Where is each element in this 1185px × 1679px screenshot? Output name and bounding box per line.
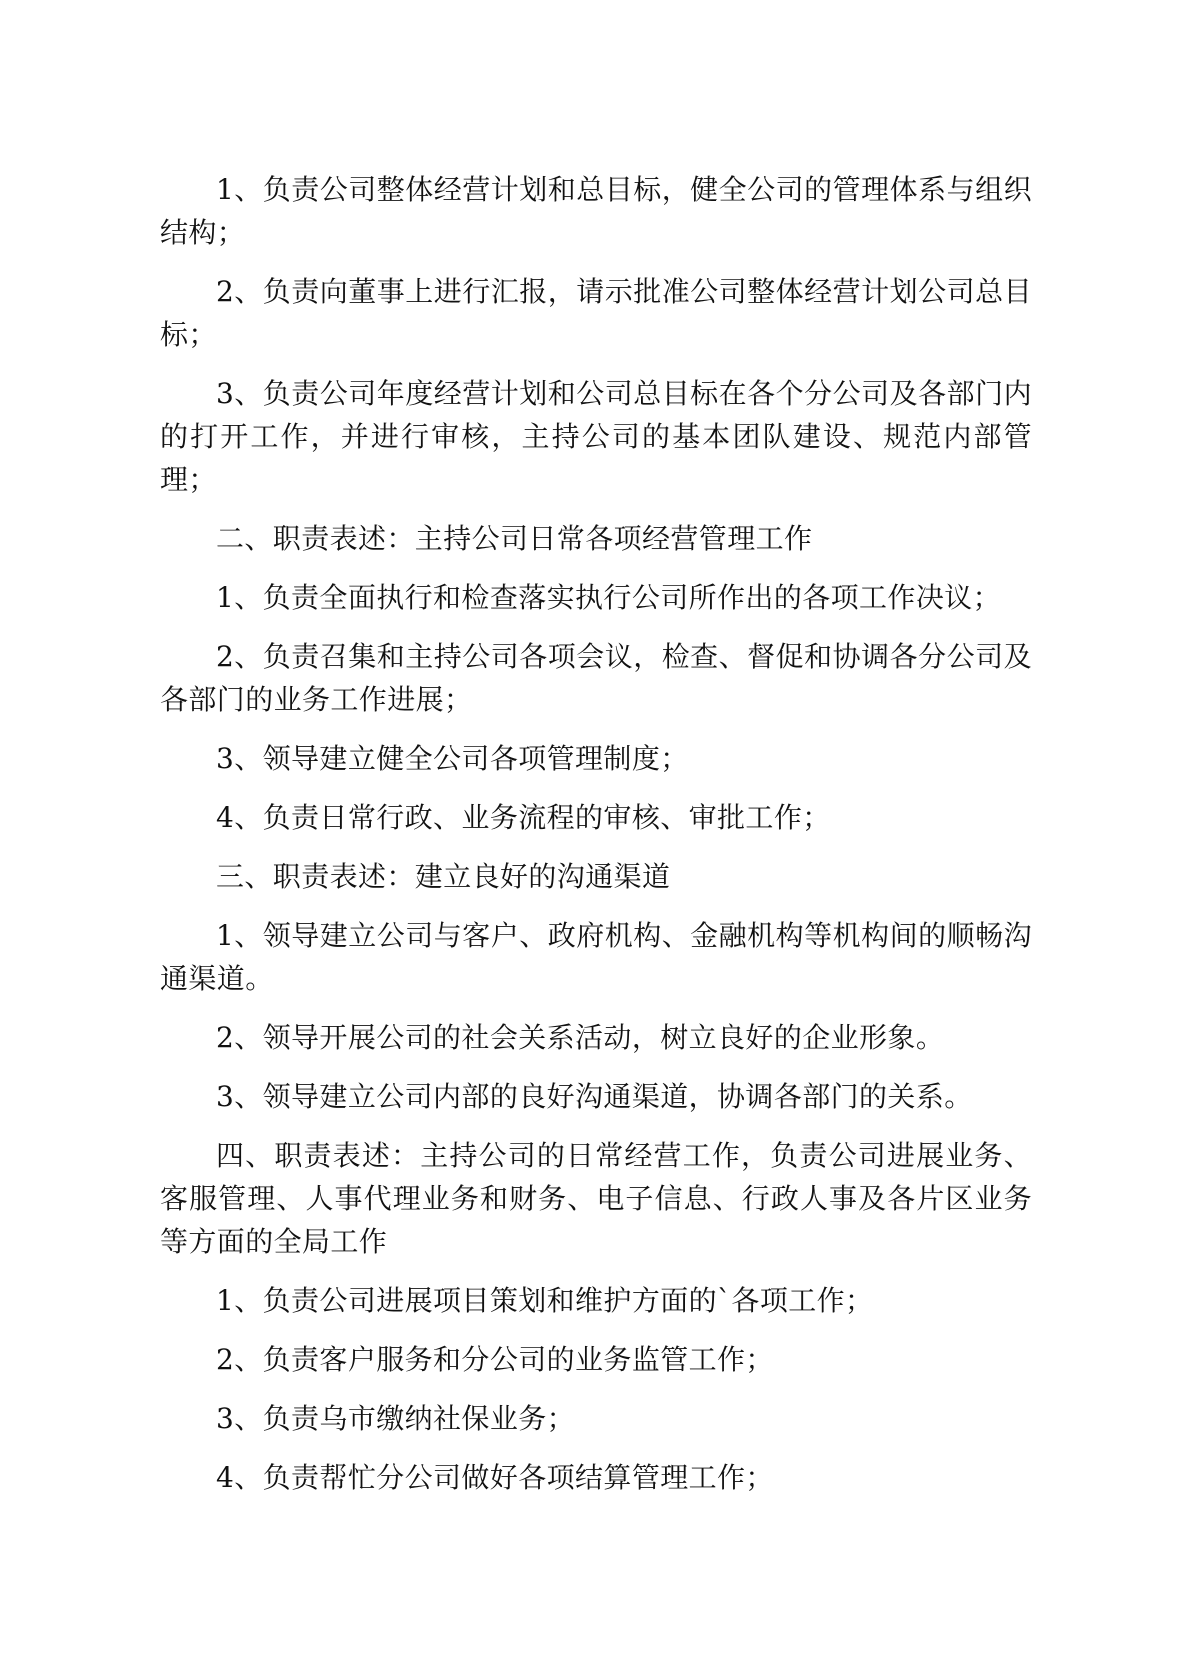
paragraph-duty-2-1: 1、负责全面执行和检查落实执行公司所作出的各项工作决议；	[216, 581, 1002, 614]
paragraph-duty-2-3: 3、领导建立健全公司各项管理制度；	[216, 742, 689, 775]
paragraph-duty-2-4: 4、负责日常行政、业务流程的审核、审批工作；	[216, 801, 831, 834]
paragraph-duty-3-2: 2、领导开展公司的社会关系活动，树立良好的企业形象。	[216, 1021, 945, 1054]
paragraph-duty-4-1: 1、负责公司进展项目策划和维护方面的`各项工作；	[216, 1284, 874, 1317]
document-body	[160, 168, 1032, 1515]
paragraph-duty-1-2: 2、负责向董事上进行汇报，请示批准公司整体经营计划公司总目标；	[160, 275, 1032, 351]
section-heading-2: 二、职责表述：主持公司日常各项经营管理工作	[216, 522, 813, 555]
paragraph-duty-3-1: 1、领导建立公司与客户、政府机构、金融机构等机构间的顺畅沟通渠道。	[160, 919, 1032, 995]
paragraph-duty-3-3: 3、领导建立公司内部的良好沟通渠道，协调各部门的关系。	[216, 1080, 973, 1113]
paragraph-duty-4-3: 3、负责乌市缴纳社保业务；	[216, 1402, 576, 1435]
paragraph-duty-1-1: 1、负责公司整体经营计划和总目标，健全公司的管理体系与组织结构；	[160, 173, 1032, 249]
paragraph-duty-4-2: 2、负责客户服务和分公司的业务监管工作；	[216, 1343, 774, 1376]
section-heading-4: 四、职责表述：主持公司的日常经营工作，负责公司进展业务、客服管理、人事代理业务和财务、电子信息、行政人事及各片区业务等方面的全局工作	[160, 1139, 1032, 1258]
section-heading-3: 三、职责表述：建立良好的沟通渠道	[216, 860, 671, 893]
paragraph-duty-1-3: 3、负责公司年度经营计划和公司总目标在各个分公司及各部门内的打开工作，并进行审核，主持公司的基本团队建设、规范内部管理；	[160, 377, 1032, 496]
paragraph-duty-2-2: 2、负责召集和主持公司各项会议，检查、督促和协调各分公司及各部门的业务工作进展；	[160, 640, 1032, 716]
paragraph-duty-4-4: 4、负责帮忙分公司做好各项结算管理工作；	[216, 1461, 774, 1494]
